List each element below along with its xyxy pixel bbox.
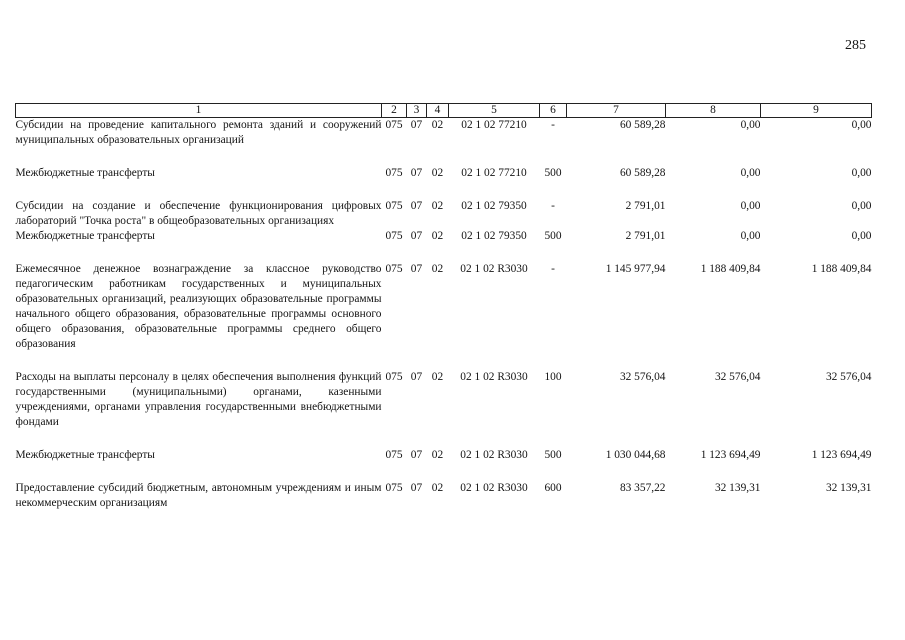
row-description: Субсидии на проведение капитального ремонта зданий и сооружений муниципальных образовательных организаций xyxy=(15,119,382,146)
table-row xyxy=(16,118,872,149)
col-header: 3 xyxy=(407,104,427,118)
cell-c5: 02 1 02 R3030 xyxy=(460,449,528,461)
table-row xyxy=(16,448,872,463)
cell-c3: 07 xyxy=(410,482,423,494)
row-spacer xyxy=(16,244,872,262)
row-spacer xyxy=(16,463,872,481)
cell-c5: 02 1 02 R3030 xyxy=(460,263,528,275)
cell-c7: 2 791,01 xyxy=(625,230,666,242)
cell-c3: 07 xyxy=(410,119,423,131)
row-spacer xyxy=(16,430,872,448)
cell-c2: 075 xyxy=(385,371,403,383)
cell-c8: 0,00 xyxy=(740,167,761,179)
cell-c6: - xyxy=(551,200,555,212)
cell-c5: 02 1 02 77210 xyxy=(461,167,527,179)
table-row xyxy=(16,481,872,511)
cell-c9: 0,00 xyxy=(851,200,872,212)
cell-c2: 075 xyxy=(385,230,403,242)
cell-c9: 1 188 409,84 xyxy=(811,263,872,275)
cell-c5: 02 1 02 R3030 xyxy=(460,371,528,383)
cell-c8: 0,00 xyxy=(740,200,761,212)
cell-c9: 0,00 xyxy=(851,230,872,242)
cell-c5: 02 1 02 79350 xyxy=(461,230,527,242)
row-description: Предоставление субсидий бюджетным, автономным учреждениям и иным некоммерческим организациям xyxy=(15,482,382,509)
row-description: Расходы на выплаты персоналу в целях обеспечения выполнения функций государственными (муниципальными) органами, казенными учреждениями, органами управления государственными внебюджетными фондами xyxy=(15,371,382,428)
cell-c9: 32 139,31 xyxy=(825,482,872,494)
budget-table xyxy=(15,103,872,511)
row-description: Межбюджетные трансферты xyxy=(15,230,155,242)
cell-c4: 02 xyxy=(431,167,444,179)
table-row xyxy=(16,229,872,244)
col-header: 4 xyxy=(427,104,449,118)
row-spacer xyxy=(16,148,872,166)
row-spacer xyxy=(16,352,872,370)
row-spacer xyxy=(16,181,872,199)
table-row xyxy=(16,262,872,352)
cell-c2: 075 xyxy=(385,263,403,275)
col-header: 2 xyxy=(382,104,407,118)
cell-c7: 1 030 044,68 xyxy=(605,449,666,461)
col-header: 8 xyxy=(666,104,761,118)
col-header: 6 xyxy=(540,104,567,118)
cell-c3: 07 xyxy=(410,230,423,242)
col-header: 9 xyxy=(761,104,872,118)
cell-c2: 075 xyxy=(385,200,403,212)
cell-c8: 1 123 694,49 xyxy=(700,449,761,461)
cell-c3: 07 xyxy=(410,200,423,212)
cell-c2: 075 xyxy=(385,167,403,179)
cell-c8: 32 139,31 xyxy=(714,482,761,494)
table-row xyxy=(16,370,872,430)
cell-c3: 07 xyxy=(410,263,423,275)
table-row xyxy=(16,199,872,229)
row-description: Межбюджетные трансферты xyxy=(15,449,155,461)
cell-c4: 02 xyxy=(431,371,444,383)
cell-c6: 600 xyxy=(544,482,562,494)
cell-c2: 075 xyxy=(385,119,403,131)
header-row xyxy=(16,104,872,118)
cell-c5: 02 1 02 79350 xyxy=(461,200,527,212)
cell-c6: 100 xyxy=(544,371,562,383)
col-header: 5 xyxy=(449,104,540,118)
row-description: Субсидии на создание и обеспечение функционирования цифровых лабораторий "Точка роста" в общеобразовательных организациях xyxy=(15,200,382,227)
table-row xyxy=(16,166,872,181)
cell-c5: 02 1 02 R3030 xyxy=(460,482,528,494)
row-description: Межбюджетные трансферты xyxy=(15,167,155,179)
cell-c8: 0,00 xyxy=(740,119,761,131)
cell-c4: 02 xyxy=(431,119,444,131)
cell-c4: 02 xyxy=(431,263,444,275)
cell-c8: 0,00 xyxy=(740,230,761,242)
cell-c4: 02 xyxy=(431,230,444,242)
cell-c7: 32 576,04 xyxy=(619,371,666,383)
cell-c8: 1 188 409,84 xyxy=(700,263,761,275)
col-header: 1 xyxy=(16,104,382,118)
cell-c7: 60 589,28 xyxy=(619,119,666,131)
cell-c3: 07 xyxy=(410,449,423,461)
cell-c6: 500 xyxy=(544,167,562,179)
cell-c6: 500 xyxy=(544,449,562,461)
cell-c2: 075 xyxy=(385,449,403,461)
cell-c7: 83 357,22 xyxy=(619,482,666,494)
row-description: Ежемесячное денежное вознаграждение за классное руководство педагогическим работникам государственных и муниципальных образовательных организаций, реализующих образовательные программы начального общего образования, образовательные программы основного общего образования, образовательные программы среднего общего образования xyxy=(15,263,382,350)
cell-c6: - xyxy=(551,119,555,131)
cell-c9: 0,00 xyxy=(851,167,872,179)
page-number: 285 xyxy=(845,38,866,53)
cell-c6: 500 xyxy=(544,230,562,242)
cell-c5: 02 1 02 77210 xyxy=(461,119,527,131)
cell-c6: - xyxy=(551,263,555,275)
cell-c4: 02 xyxy=(431,449,444,461)
cell-c3: 07 xyxy=(410,371,423,383)
col-header: 7 xyxy=(567,104,666,118)
cell-c9: 32 576,04 xyxy=(825,371,872,383)
cell-c3: 07 xyxy=(410,167,423,179)
cell-c7: 2 791,01 xyxy=(625,200,666,212)
cell-c8: 32 576,04 xyxy=(714,371,761,383)
cell-c9: 0,00 xyxy=(851,119,872,131)
cell-c7: 1 145 977,94 xyxy=(605,263,666,275)
cell-c9: 1 123 694,49 xyxy=(811,449,872,461)
cell-c2: 075 xyxy=(385,482,403,494)
cell-c4: 02 xyxy=(431,200,444,212)
cell-c7: 60 589,28 xyxy=(619,167,666,179)
cell-c4: 02 xyxy=(431,482,444,494)
